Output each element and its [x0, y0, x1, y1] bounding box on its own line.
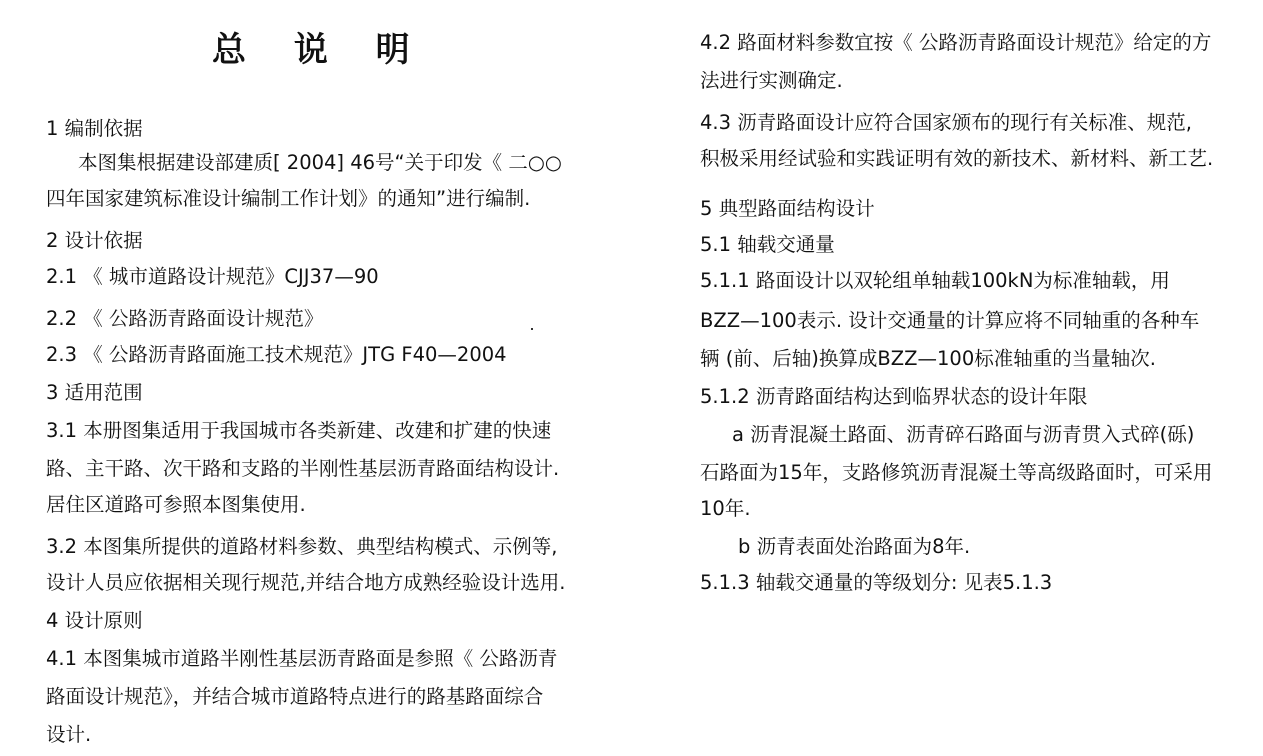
- paragraph-line: 法进行实测确定.: [700, 69, 843, 92]
- paragraph-line: a 沥青混凝土路面、沥青碎石路面与沥青贯入式碎(砾): [732, 423, 1195, 446]
- section-heading: 4 设计原则: [46, 609, 143, 632]
- section-heading: 5 典型路面结构设计: [700, 197, 875, 220]
- paragraph-line: 4.2 路面材料参数宜按《 公路沥青路面设计规范》给定的方: [700, 31, 1212, 54]
- page-title: 总 说 明: [212, 30, 428, 70]
- paragraph-line: 石路面为15年，支路修筑沥青混凝土等高级路面时，可采用: [700, 461, 1213, 484]
- paragraph-line: 本图集根据建设部建质[ 2004] 46号“关于印发《 二○○: [78, 151, 562, 174]
- paragraph-line: 5.1.1 路面设计以双轮组单轴载100kN为标准轴载，用: [700, 269, 1170, 292]
- list-item: 2.3 《 公路沥青路面施工技术规范》JTG F40—2004: [46, 343, 507, 366]
- paragraph-line: 4.3 沥青路面设计应符合国家颁布的现行有关标准、规范,: [700, 111, 1192, 134]
- paragraph-line: 3.1 本册图集适用于我国城市各类新建、改建和扩建的快速: [46, 419, 552, 442]
- paragraph-line: 路、主干路、次干路和支路的半刚性基层沥青路面结构设计.: [46, 457, 560, 480]
- list-item: 2.1 《 城市道路设计规范》CJJ37—90: [46, 265, 379, 288]
- paragraph-line: 居住区道路可参照本图集使用.: [46, 493, 306, 516]
- subsection-heading: 5.1.2 沥青路面结构达到临界状态的设计年限: [700, 385, 1088, 408]
- section-heading: 2 设计依据: [46, 229, 143, 252]
- section-heading: 3 适用范围: [46, 381, 143, 404]
- subsection-heading: 5.1 轴载交通量: [700, 233, 835, 256]
- paragraph-line: 四年国家建筑标准设计编制工作计划》的通知”进行编制.: [46, 187, 531, 210]
- paragraph-line: 设计.: [46, 723, 92, 746]
- paragraph-line: 3.2 本图集所提供的道路材料参数、典型结构模式、示例等,: [46, 535, 558, 558]
- paragraph-line: 路面设计规范》，并结合城市道路特点进行的路基路面综合: [46, 685, 544, 708]
- paragraph-line: 设计人员应依据相关现行规范,并结合地方成熟经验设计选用.: [46, 571, 566, 594]
- subsection-heading: 5.1.3 轴载交通量的等级划分: 见表5.1.3: [700, 571, 1053, 594]
- paragraph-line: BZZ—100表示. 设计交通量的计算应将不同轴重的各种车: [700, 309, 1200, 332]
- list-item: 2.2 《 公路沥青路面设计规范》: [46, 307, 324, 330]
- paragraph-line: 辆 (前、后轴)换算成BZZ—100标准轴重的当量轴次.: [700, 347, 1156, 370]
- paragraph-line: 4.1 本图集城市道路半刚性基层沥青路面是参照《 公路沥青: [46, 647, 558, 670]
- paragraph-line: 10年.: [700, 497, 751, 520]
- paragraph-line: b 沥青表面处治路面为8年.: [738, 535, 971, 558]
- paragraph-line: 积极采用经试验和实践证明有效的新技术、新材料、新工艺.: [700, 147, 1214, 170]
- section-heading: 1 编制依据: [46, 117, 143, 140]
- scan-speck: [531, 328, 533, 330]
